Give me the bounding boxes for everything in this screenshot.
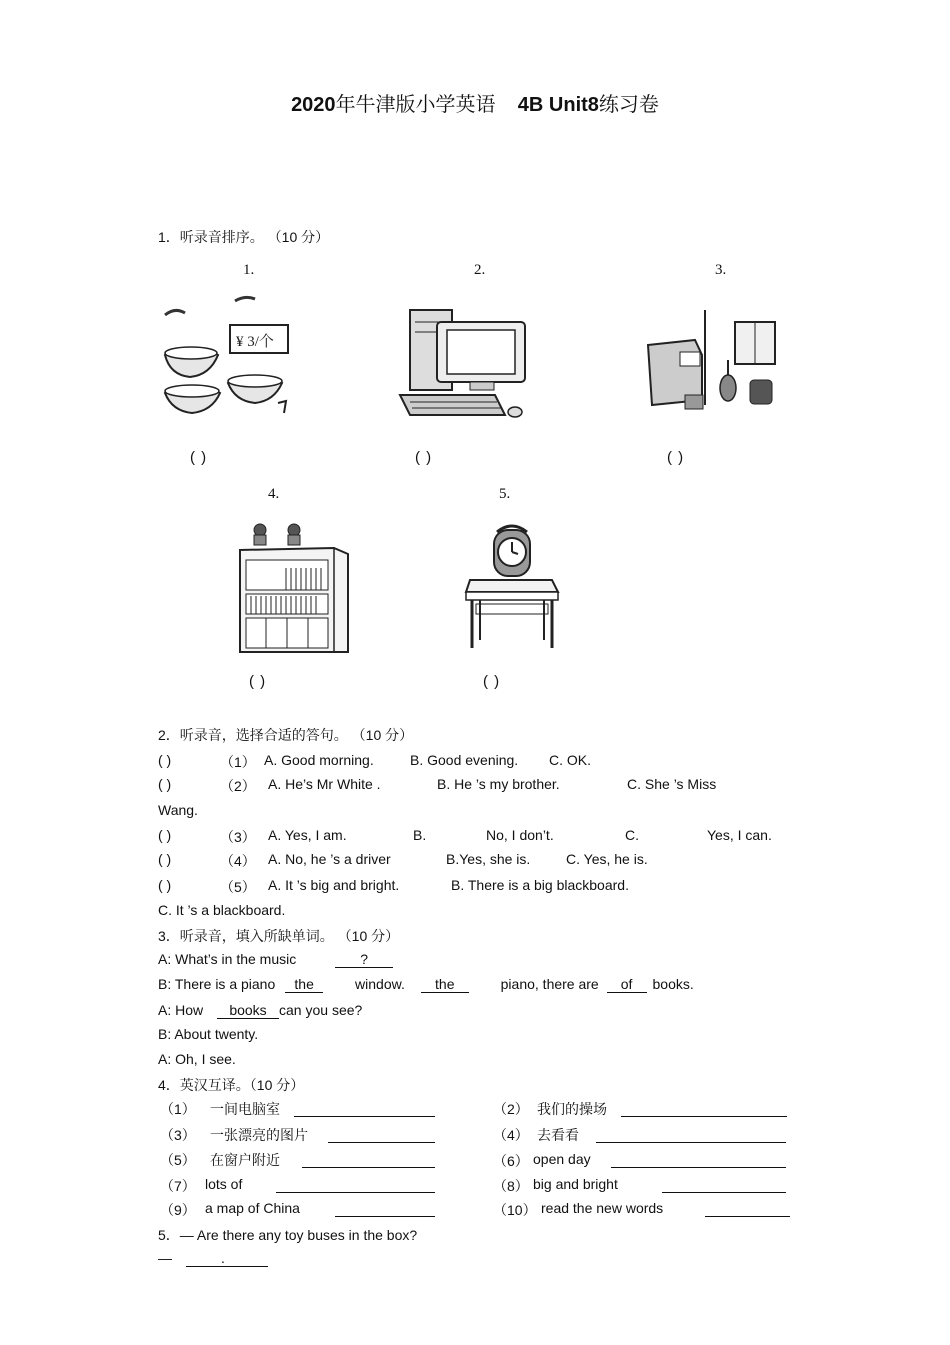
picture-number: 3. bbox=[715, 262, 727, 278]
title-cn2: 练习卷 bbox=[598, 94, 659, 116]
option-b: B.Yes, she is. bbox=[446, 851, 531, 867]
item-number: （9） bbox=[160, 1202, 196, 1218]
answer-line[interactable] bbox=[186, 1266, 268, 1267]
answer-dash: — bbox=[158, 1250, 172, 1266]
answer-line[interactable] bbox=[276, 1192, 435, 1193]
q2-heading: 2．听录音，选择合适的答句。 （10 分） bbox=[158, 727, 414, 743]
answer-paren: ( ) bbox=[249, 673, 267, 690]
dialogue-line bbox=[158, 1002, 362, 1019]
option-a: A. He’s Mr White . bbox=[268, 776, 381, 792]
answer-paren: ( ) bbox=[158, 776, 172, 792]
item-number: （10） bbox=[493, 1202, 537, 1218]
item-number: （5） bbox=[160, 1152, 196, 1168]
picture-number: 1. bbox=[243, 262, 255, 278]
picture-number: 4. bbox=[268, 486, 280, 502]
option-a: A. It ’s big and bright. bbox=[268, 877, 400, 893]
item-number: （6） bbox=[493, 1153, 529, 1169]
option-b: B. There is a big blackboard. bbox=[451, 877, 629, 893]
answer-paren: ( ) bbox=[483, 673, 501, 690]
option-c: C. Yes, he is. bbox=[566, 851, 648, 867]
dialogue-text: B: There is a piano bbox=[158, 976, 276, 992]
translate-prompt: big and bright bbox=[533, 1176, 618, 1192]
answer-line[interactable] bbox=[294, 1116, 435, 1117]
dialogue-line: A: Oh, I see. bbox=[158, 1051, 236, 1067]
answer-line[interactable] bbox=[328, 1142, 435, 1143]
item-number: （1） bbox=[220, 754, 256, 770]
answer-paren: ( ) bbox=[190, 449, 208, 466]
option-a: A. Yes, I am. bbox=[268, 827, 347, 843]
dialogue-text: A: How bbox=[158, 1002, 204, 1018]
dialogue-line: B: About twenty. bbox=[158, 1026, 259, 1042]
item-number: （2） bbox=[493, 1101, 529, 1117]
translate-prompt: 一间电脑室 bbox=[210, 1101, 280, 1117]
answer-line[interactable] bbox=[335, 1216, 435, 1217]
dialogue-text: books. bbox=[652, 976, 694, 992]
answer-paren: ( ) bbox=[158, 827, 172, 843]
item-number: （5） bbox=[220, 879, 256, 895]
translate-prompt: 我们的操场 bbox=[537, 1101, 607, 1117]
dialogue-text: piano, there are bbox=[500, 976, 599, 992]
picture-number: 5. bbox=[499, 486, 511, 502]
option-b: B. bbox=[413, 827, 427, 843]
dialogue-text: A: What’s in the music bbox=[158, 951, 297, 967]
option-c-text: Yes, I can. bbox=[707, 827, 772, 843]
answer-line[interactable] bbox=[611, 1167, 786, 1168]
translate-prompt: 一张漂亮的图片 bbox=[210, 1127, 308, 1143]
answer-line[interactable] bbox=[621, 1116, 787, 1117]
item-number: （2） bbox=[220, 778, 256, 794]
option-continuation: Wang. bbox=[158, 802, 198, 818]
answer-paren: ( ) bbox=[158, 877, 172, 893]
picture-number: 2. bbox=[474, 262, 486, 278]
answer-paren: ( ) bbox=[158, 851, 172, 867]
dialogue-text: can you see? bbox=[279, 1002, 363, 1018]
option-c: C. OK. bbox=[549, 752, 592, 768]
option-a: A. No, he ’s a driver bbox=[268, 851, 391, 867]
item-number: （8） bbox=[493, 1178, 529, 1194]
title-cn1: 年牛津版小学英语 bbox=[335, 94, 496, 116]
translate-prompt: open day bbox=[533, 1151, 591, 1167]
fill-blank[interactable]: the bbox=[285, 977, 323, 993]
answer-line[interactable] bbox=[596, 1142, 786, 1143]
dialogue-line bbox=[158, 976, 694, 993]
answer-paren: ( ) bbox=[158, 752, 172, 768]
answer-period: . bbox=[221, 1250, 225, 1266]
price-tag: ¥ 3/个 bbox=[236, 334, 274, 350]
fill-blank[interactable]: books bbox=[217, 1003, 279, 1019]
option-c: C. She ’s Miss bbox=[627, 776, 717, 792]
dialogue-text: window. bbox=[355, 976, 405, 992]
item-number: （3） bbox=[220, 829, 256, 845]
dialogue-line bbox=[158, 951, 393, 968]
fill-blank[interactable]: ? bbox=[335, 952, 393, 968]
answer-paren: ( ) bbox=[667, 449, 685, 466]
item-number: （4） bbox=[493, 1127, 529, 1143]
fill-blank[interactable]: the bbox=[421, 977, 469, 993]
answer-paren: ( ) bbox=[415, 449, 433, 466]
q5-heading: 5．— Are there any toy buses in the box? bbox=[158, 1227, 418, 1243]
title-grade: 4B Unit8 bbox=[517, 94, 599, 116]
fill-blank[interactable]: of bbox=[607, 977, 647, 993]
option-a: A. Good morning. bbox=[264, 752, 374, 768]
answer-line[interactable] bbox=[302, 1167, 435, 1168]
piano-room-icon bbox=[640, 300, 785, 425]
option-b: B. Good evening. bbox=[410, 752, 519, 768]
item-number: （7） bbox=[160, 1178, 196, 1194]
option-b: B. He ’s my brother. bbox=[437, 776, 560, 792]
translate-prompt: read the new words bbox=[541, 1200, 664, 1216]
title-year: 2020 bbox=[291, 94, 336, 116]
page-title bbox=[0, 88, 950, 117]
item-number: （1） bbox=[160, 1101, 196, 1117]
option-continuation: C. It ’s a blackboard. bbox=[158, 902, 286, 918]
answer-line[interactable] bbox=[662, 1192, 786, 1193]
clock-desk-icon bbox=[462, 520, 562, 655]
option-c: C. bbox=[625, 827, 639, 843]
item-number: （4） bbox=[220, 853, 256, 869]
answer-line[interactable] bbox=[705, 1216, 790, 1217]
q4-heading: 4．英汉互译。（10 分） bbox=[158, 1077, 305, 1093]
translate-prompt: a map of China bbox=[205, 1200, 300, 1216]
q1-heading: 1．听录音排序。 （10 分） bbox=[158, 229, 330, 245]
q3-heading: 3．听录音，填入所缺单词。 （10 分） bbox=[158, 928, 400, 944]
computer-icon bbox=[395, 300, 535, 425]
bookcase-icon bbox=[236, 520, 356, 655]
translate-prompt: 去看看 bbox=[537, 1127, 579, 1143]
translate-prompt: 在窗户附近 bbox=[210, 1152, 280, 1168]
option-b-text: No, I don’t. bbox=[486, 827, 554, 843]
item-number: （3） bbox=[160, 1127, 196, 1143]
bowls-icon bbox=[160, 295, 300, 425]
translate-prompt: lots of bbox=[205, 1176, 243, 1192]
